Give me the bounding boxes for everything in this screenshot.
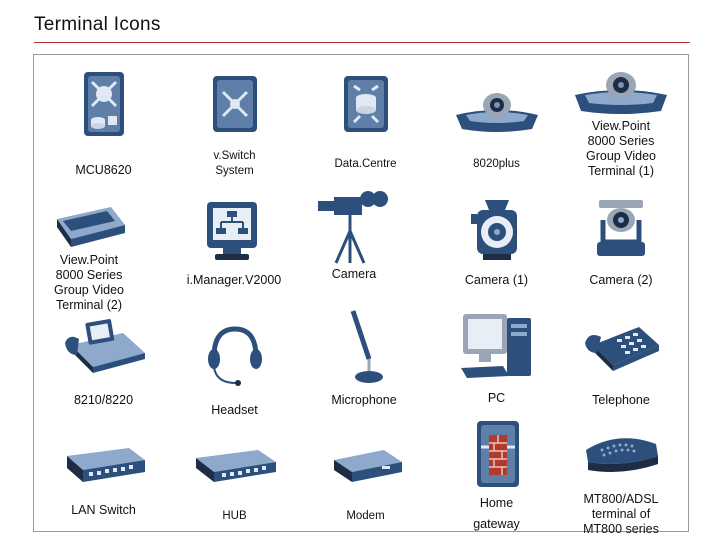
icon-label: View.Point 8000 Series Group Video Terminal (1) [586,119,656,178]
video-phone-icon [59,311,149,383]
headset-icon [190,321,280,393]
monitor-network-icon [189,195,279,267]
hub-icon [190,427,280,499]
telephone-icon [576,311,666,383]
tripod-camera-icon [309,187,399,265]
icon-cell-camera [294,187,414,305]
icon-cell-viewpoint-1 [555,61,687,179]
icon-label: Microphone [331,393,397,407]
icon-label: v.Switch System [213,150,256,177]
icon-label: Data.Centre [334,158,397,170]
icon-cell-telephone [555,311,687,429]
firewall-gateway-icon [452,417,542,491]
icon-label: 8210/8220 [73,393,134,407]
icon-cell-8020plus [431,69,562,187]
group-video-terminal-icon [571,61,671,117]
icon-label: HUB [222,510,247,522]
icon-label: MT800/ADSL terminal of MT800 series [583,492,659,536]
title-divider [34,42,690,43]
icon-grid-panel [33,54,689,536]
icon-cell-imanager [159,195,309,313]
icon-cell-hub [169,427,300,540]
pc-icon [452,305,542,385]
microphone-icon [319,307,409,387]
mcu-switch-icon [59,69,149,141]
icon-label: Camera [331,267,377,281]
modem-icon [321,427,411,499]
icon-cell-home-gateway [431,417,562,535]
icon-label: Headset [211,403,258,417]
lan-switch-icon [59,427,149,499]
icon-cell-modem [300,427,431,540]
icon-cell-8210 [38,311,169,429]
icon-label: Home gateway [473,496,520,531]
icon-cell-pc [431,305,562,423]
icon-label: MCU8620 [75,163,132,177]
icon-cell-mt800 [555,419,687,537]
icon-cell-camera-1 [431,195,562,313]
icon-cell-microphone [300,307,428,425]
icon-label: Modem [346,510,385,522]
ptz-camera-icon [576,195,666,267]
icon-label: Camera (2) [589,273,653,287]
adsl-terminal-icon [576,419,666,488]
icon-label: i.Manager.V2000 [186,273,282,287]
icon-cell-datacentre [300,69,431,187]
icon-label: View.Point 8000 Series Group Video Terminal (2) [54,253,124,312]
switch-system-icon [190,69,280,141]
icon-cell-vswitch [169,69,300,187]
page-title: Terminal Icons [34,14,161,35]
database-icon [321,69,411,141]
icon-label: Camera (1) [464,273,529,287]
set-top-terminal-icon [44,195,134,255]
icon-label: 8020plus [473,158,520,170]
icon-cell-headset [169,321,300,439]
icon-cell-viewpoint-2 [34,195,144,313]
icon-cell-lan-switch [38,427,169,540]
icon-label: LAN Switch [71,503,136,517]
webcam-icon [452,195,542,267]
conference-camera-icon [452,69,542,141]
icon-cell-camera-2 [555,195,687,313]
icon-label: Telephone [592,393,650,407]
icon-label: PC [487,391,506,405]
icon-cell-mcu8620 [38,69,169,187]
